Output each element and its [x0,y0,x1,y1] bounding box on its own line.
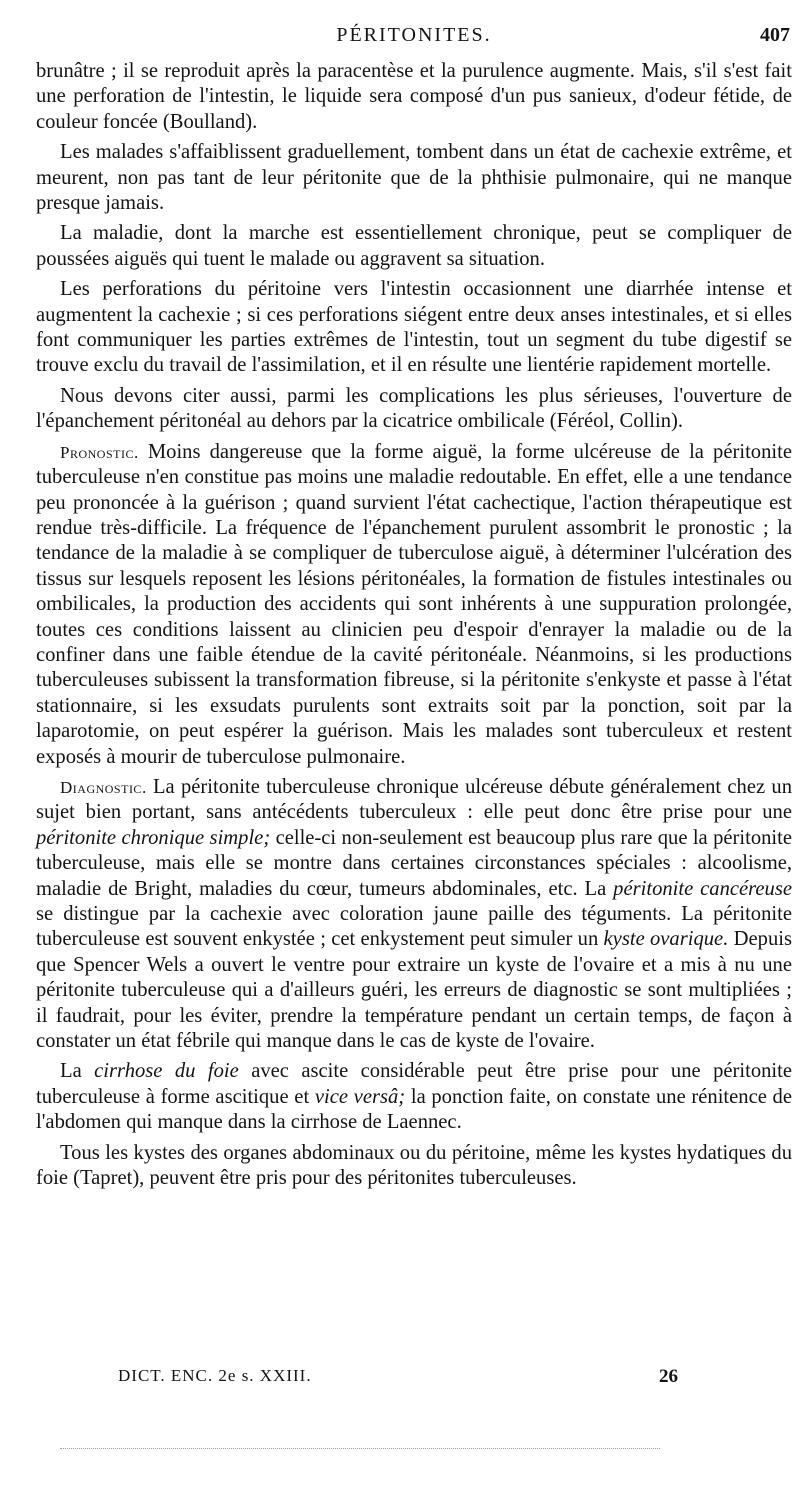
diagnostic-text-4: Depuis que Spencer Wels a ouvert le ventre pour extraire un kyste de l'ovaire et a mis à nu une péritonite tuberculeuse qui a d'ailleurs guéri, les erreurs de diagnostic se sont multipliées ; il faudrait, pour les éviter, prendre la température pendant un certain temps, de façon à constater un état fébrile qui manque dans le cas de kyste de l'ovaire. [36,928,792,1053]
paragraph-cirrhose [36,1059,792,1135]
cirrhose-text-1: La [60,1060,82,1083]
section-heading-pronostic: Pronostic. [60,442,139,462]
running-title: PÉRITONITES. [336,24,492,46]
diagnostic-text-1: La péritonite tuberculeuse chronique ulcéreuse débute généralement chez un sujet bien portant, sans antécédents tuberculeux : elle peut donc être prise pour une [36,775,792,824]
paragraph-diagnostic [36,775,792,1054]
paragraph-perforations: Les perforations du péritoine vers l'intestin occasionnent une diarrhée intense et augmentent la cachexie ; si ces perforations siégent entre deux anses intestinales, et si elles font communiquer les parties extrêmes de l'intestin, tout un segment du tube digestif se trouve exclu du travail de l'assimilation, et il en résulte une lientérie rapidement mortelle. [36,278,792,377]
paragraph-pronostic [36,440,792,770]
paragraph-continued: brunâtre ; il se reproduit après la paracentèse et la purulence augmente. Mais, s'il s'est fait une perforation de l'intestin, le liquide sera composé d'un pus sanieux, d'odeur fétide, de couleur foncée (Boulland). [36,60,792,133]
diagnostic-text-2: celle-ci non-seulement est beaucoup plus rare que la péritonite tuberculeuse, mais elle se montre dans certaines circonstances spéciales : alcoolisme, maladie de Bright, maladies du cœur, tumeurs abdominales, etc. La [36,826,792,900]
paragraph-marche: La maladie, dont la marche est essentiellement chronique, peut se compliquer de poussées aiguës qui tuent le malade ou aggravent sa situation. [36,222,792,270]
footer-reference: DICT. ENC. 2e s. XXIII. [118,1366,312,1385]
cirrhose-italic-2: vice versâ; [314,1085,406,1108]
body-text [36,59,792,1191]
cirrhose-text-3: la ponction faite, on constate une rénitence de l'abdomen qui manque dans la cirrhose de Laennec. [36,1085,792,1134]
bottom-dotted-rule [60,1448,660,1449]
cirrhose-text-2: avec ascite considérable peut être prise pour une péritonite tuberculeuse à forme ascitique et [36,1060,792,1108]
diagnostic-italic-3: kyste ovarique. [603,928,729,951]
pronostic-text: Moins dangereuse que la forme aiguë, la forme ulcéreuse de la péritonite tuberculeuse n'en constitue pas moins une maladie redoutable. En effet, elle a une tendance peu prononcée à la guérison ; quand survient l'état cachectique, l'action thérapeutique est rendue très-difficile. La fréquence de l'épanchement purulent assombrit le pronostic ; la tendance de la maladie à se compliquer de tuberculose aiguë, à déterminer l'ulcération des tissus sur lesquels reposent les lésions péritonéales, la formation de fistules intestinales ou ombilicales, la production des accidents qui sont inhérents à une suppuration prolongée, toutes ces conditions laissent au clinicien peu d'espoir d'enrayer la maladie ou de la confiner dans une faible étendue de la cavité péritonéale. Néanmoins, si les productions tuberculeuses subissent la transformation fibreuse, si la péritonite s'enkyste et passe à l'état stationnaire, si les exsudats purulents sont extraits soit par la ponction, soit par la laparotomie, on peut espérer la guérison. Mais les malades sont tuberculeux et restent exposés à mourir de tuberculose pulmonaire. [36,440,792,768]
paragraph-cachexie: Les malades s'affaiblissent graduellement, tombent dans un état de cachexie extrême, et meurent, non pas tant de leur péritonite que de la phthisie pulmonaire, qui ne manque presque jamais. [36,141,792,215]
paragraph-complications: Nous devons citer aussi, parmi les complications les plus sérieuses, l'ouverture de l'épanchement péritonéal au dehors par la cicatrice ombilicale (Féréol, Collin). [36,384,792,433]
diagnostic-italic-2: péritonite cancéreuse [613,877,793,900]
cirrhose-italic-1: cirrhose du foie [94,1060,239,1083]
page-number: 407 [760,24,790,46]
diagnostic-italic-1: péritonite chronique simple; [36,826,271,849]
paragraph-kystes: Tous les kystes des organes abdominaux ou du péritoine, même les kystes hydatiques du foie (Tapret), peuvent être pris pour des péritonites tuberculeuses. [36,1141,792,1190]
diagnostic-text-3: se distingue par la cachexie avec coloration jaune paille des téguments. La péritonite tuberculeuse est souvent enkystée ; cet enkystement peut simuler un [36,903,792,951]
section-heading-diagnostic: Diagnostic. [60,777,147,797]
page-footer [118,1366,678,1390]
page-header [36,24,792,52]
sheet-signature: 26 [659,1366,678,1387]
